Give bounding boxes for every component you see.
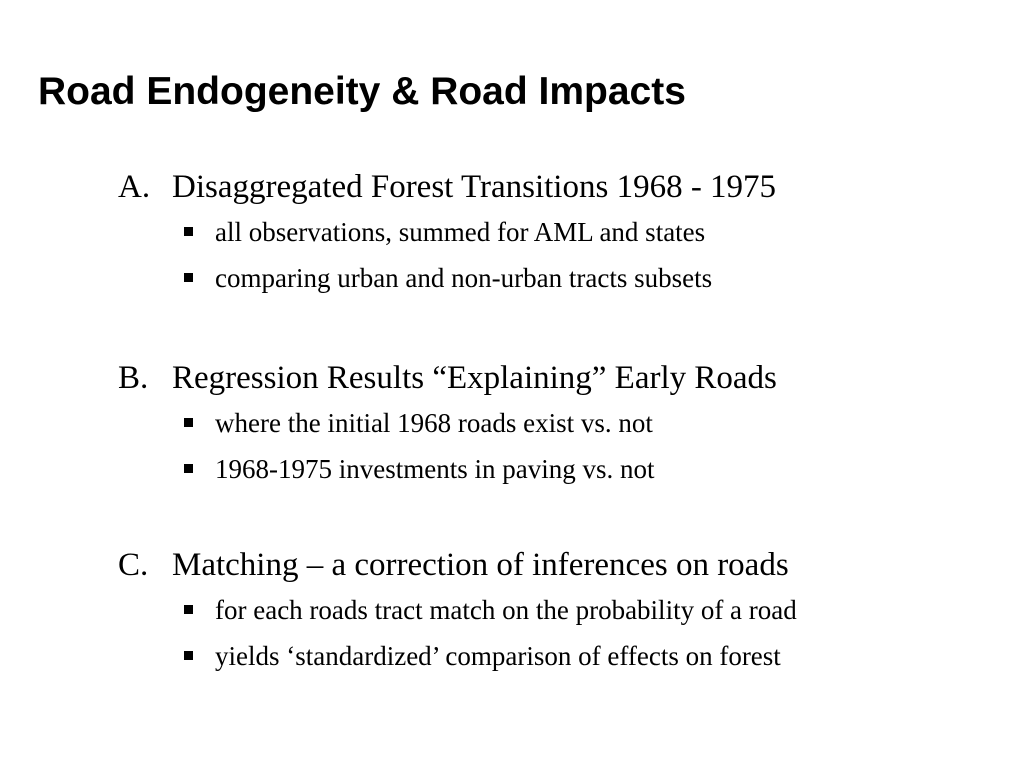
section-heading [118,165,776,209]
bullet-text: where the initial 1968 roads exist vs. not [215,408,653,438]
section-heading-text: Disaggregated Forest Transitions 1968 - 1975 [172,169,777,205]
bullet-item [118,400,777,446]
bullet-item [118,255,776,301]
square-bullet-icon [184,227,193,236]
bullet-list [118,400,777,492]
bullet-item [118,633,797,679]
bullet-item [118,587,797,633]
square-bullet-icon [184,273,193,282]
section-letter: C. [118,547,149,583]
square-bullet-icon [184,464,193,473]
section-letter: B. [118,360,149,396]
square-bullet-icon [184,418,193,427]
bullet-text: 1968-1975 investments in paving vs. not [215,454,655,484]
slide-title: Road Endogeneity & Road Impacts [38,70,686,113]
section-heading [118,543,797,587]
bullet-text: for each roads tract match on the probability of a road [215,595,797,625]
section-c [118,543,797,679]
section-b [118,356,777,492]
square-bullet-icon [184,605,193,614]
bullet-list [118,209,776,301]
bullet-text: all observations, summed for AML and states [215,217,706,247]
section-letter: A. [118,169,151,205]
section-heading [118,356,777,400]
bullet-text: comparing urban and non-urban tracts subsets [215,263,713,293]
square-bullet-icon [184,651,193,660]
section-a [118,165,776,301]
bullet-text: yields ‘standardized’ comparison of effects on forest [215,641,781,671]
section-heading-text: Matching – a correction of inferences on roads [172,547,789,583]
bullet-list [118,587,797,679]
section-heading-text: Regression Results “Explaining” Early Roads [172,360,777,396]
bullet-item [118,446,777,492]
bullet-item [118,209,776,255]
